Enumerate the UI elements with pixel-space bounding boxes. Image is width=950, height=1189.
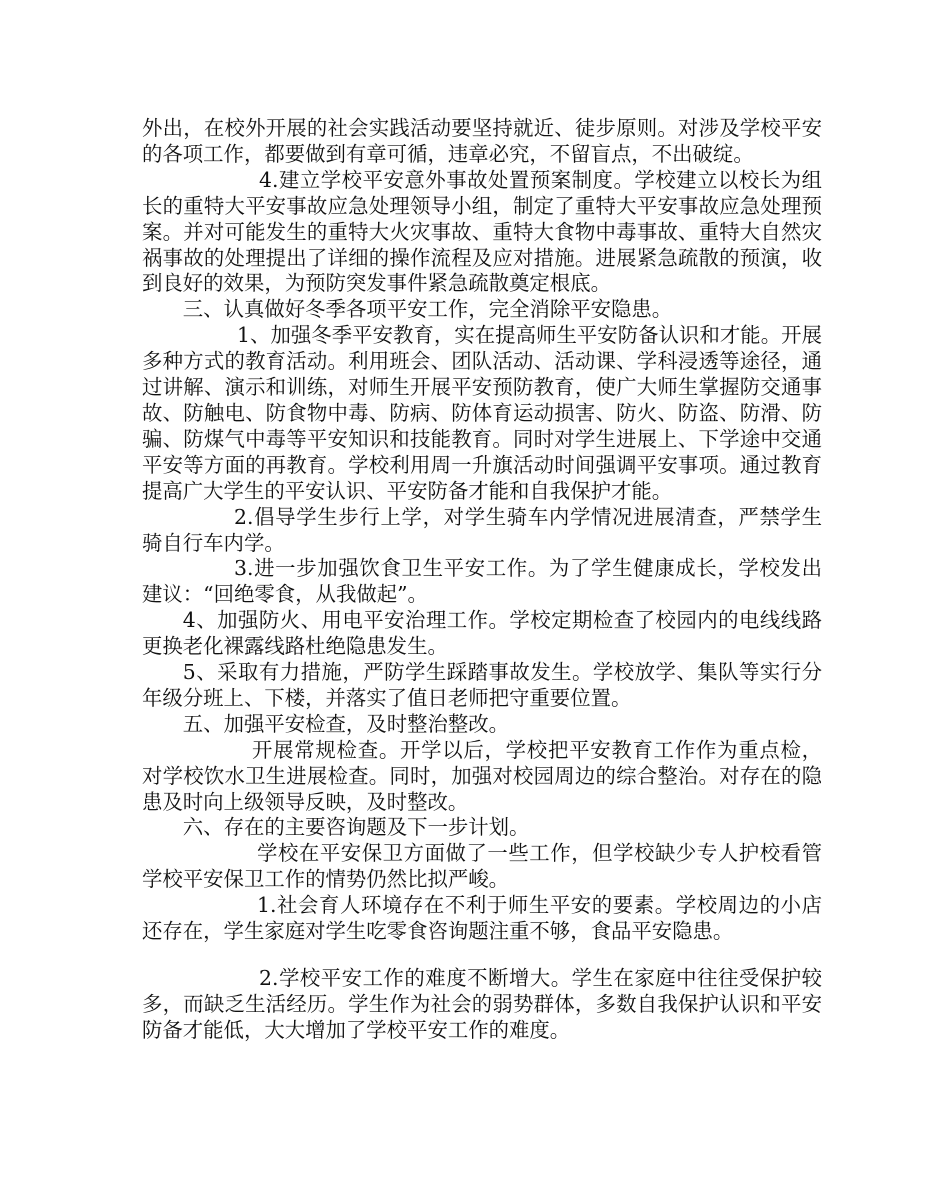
document-body <box>142 116 822 1044</box>
paragraph-safety-education: 1、加强冬季平安教育，实在提高师生平安防备认识和才能。开展多种方式的教育活动。利用班会、团队活动、活动课、学科浸透等途径，通过讲解、演示和训练，对师生开展平安预防教育，使广大师生掌握防交通事故、防触电、防食物中毒、防病、防体育运动损害、防火、防盗、防滑、防骗、防煤气中毒等平安知识和技能教育。同时对学生进展上、下学途中交通平安等方面的再教育。学校利用周一升旗活动时间强调平安事项。通过教育提高广大学生的平安认识、平安防备才能和自我保护才能。 <box>142 323 822 503</box>
paragraph-continuation: 外出，在校外开展的社会实践活动要坚持就近、徒步原则。对涉及学校平安的各项工作，都要做到有章可循，违章必究，不留盲点，不出破绽。 <box>142 116 822 166</box>
section-heading-problems: 六、存在的主要咨询题及下一步计划。 <box>182 815 530 840</box>
section-heading-winter-safety: 三、认真做好冬季各项平安工作，完全消除平安隐患。 <box>182 297 673 322</box>
paragraph-stampede-prevention: 5、采取有力措施，严防学生踩踏事故发生。学校放学、集队等实行分年级分班上、下楼，并落实了值日老师把守重要位置。 <box>142 660 822 710</box>
paragraph-security-work: 学校在平安保卫方面做了一些工作，但学校缺少专人护校看管学校平安保卫工作的情势仍然比拟严峻。 <box>142 841 822 892</box>
paragraph-difficulty: 2.学校平安工作的难度不断增大。学生在家庭中往往受保护较多，而缺乏生活经历。学生作为社会的弱势群体，多数自我保护认识和平安防备才能低，大大增加了学校平安工作的难度。 <box>142 966 822 1042</box>
paragraph-food-hygiene: 3.进一步加强饮食卫生平安工作。为了学生健康成长，学校发出建议：“回绝零食，从我做起”。 <box>142 556 822 607</box>
paragraph-routine-inspection: 开展常规检查。开学以后，学校把平安教育工作作为重点检，对学校饮水卫生进展检查。同时，加强对校园周边的综合整治。对存在的隐患及时向上级领导反映，及时整改。 <box>142 737 822 814</box>
paragraph-fire-electricity: 4、加强防火、用电平安治理工作。学校定期检查了校园内的电线线路更换老化裸露线路杜绝隐患发生。 <box>142 608 822 659</box>
section-heading-inspection: 五、加强平安检查，及时整治整改。 <box>182 711 510 736</box>
paragraph-environment: 1.社会育人环境存在不利于师生平安的要素。学校周边的小店还存在，学生家庭对学生吃零食咨询题注重不够，食品平安隐患。 <box>142 893 822 944</box>
paragraph-walk-to-school: 2.倡导学生步行上学，对学生骑车内学情况进展清查，严禁学生骑自行车内学。 <box>142 504 822 555</box>
paragraph-emergency-plan: 4.建立学校平安意外事故处置预案制度。学校建立以校长为组长的重特大平安事故应急处理领导小组，制定了重特大平安事故应急处理预案。并对可能发生的重特大火灾事故、重特大食物中毒事故、重特大自然灾祸事故的处理提出了详细的操作流程及应对措施。进展紧急疏散的预演，收到良好的效果，为预防突发事件紧急疏散奠定根底。 <box>142 167 822 296</box>
